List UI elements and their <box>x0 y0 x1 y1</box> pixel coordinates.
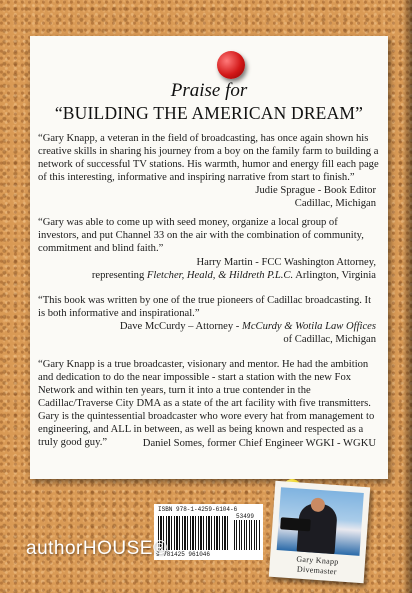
quote-1-author: Judie Sprague - Book Editor <box>255 185 376 196</box>
author-photo <box>269 481 370 583</box>
photo-caption <box>269 553 365 580</box>
author-photo-image <box>277 487 364 556</box>
quote-2-prefix: representing <box>91 270 147 281</box>
quote-1-location: Cadillac, Michigan <box>294 198 376 209</box>
quote-1-text: “Gary Knapp, a veteran in the field of broadcasting, has once again shown his creative skills in sharing his journey from a boy on the family farm to building a network of successful TV stations. His warmth, humor and energy fill each page of this interesting, informative and inspiring narrative from start to finish.” <box>38 133 379 183</box>
praise-paper-sheet <box>30 36 388 479</box>
quote-3-firm: McCurdy & Wotila Law Offices <box>242 321 376 332</box>
quote-3-text: “This book was written by one of the true pioneers of Cadillac broadcasting. It is both informative and inspirational.” <box>38 295 372 319</box>
ean-number: 9 781425 961046 <box>156 551 211 558</box>
price-code: 53499 <box>236 513 255 520</box>
book-title: “BUILDING THE AMERICAN DREAM” <box>54 103 364 123</box>
quote-3-attribution <box>46 320 376 346</box>
quote-2-firm: Fletcher, Heald, & Hildreth P.L.C. <box>146 270 294 281</box>
barcode-bars <box>158 516 230 550</box>
quote-4-author: Daniel Somes, former Chief Engineer WGKI - WGKU <box>142 438 376 449</box>
quote-2-representing <box>46 269 376 282</box>
photo-caption-title: Divemaster <box>296 564 338 577</box>
red-pushpin-icon <box>217 51 245 79</box>
photo-caption-name: Gary Knapp <box>296 554 339 567</box>
isbn-number: ISBN 978-1-4259-6104-6 <box>158 506 238 513</box>
quote-2-text: “Gary was able to come up with seed money, organize a local group of investors, and put Channel 33 on the air with the combination of community, commitment and blind faith.” <box>38 217 364 254</box>
isbn-barcode <box>154 504 263 560</box>
quote-3-author <box>46 320 376 333</box>
quote-3-prefix: Dave McCurdy – Attorney - <box>119 321 242 332</box>
camera-icon <box>280 517 311 531</box>
quote-1-attribution <box>46 184 376 210</box>
authorhouse-logo: authorHOUSE® <box>26 538 168 559</box>
price-barcode-bars <box>234 520 260 550</box>
quote-2-author: Harry Martin - FCC Washington Attorney, <box>196 257 376 268</box>
quote-4-text: “Gary Knapp is a true broadcaster, visionary and mentor. He had the ambition and dedication to do the near impossible - start a station with the new Fox Network and within ten years, turn it into a true contender in the Cadillac/Traverse City DMA as a state of the art facility with five transmitters. Gary is the quintessential broadcaster who wore every hat from management to engineering, and ALL in between, as well as being known and respected as a truly good guy.” <box>38 359 375 448</box>
quote-2-attribution <box>46 256 376 282</box>
quote-2-suffix: Arlington, Virginia <box>293 270 376 281</box>
quote-3-location: of Cadillac, Michigan <box>283 334 376 345</box>
spine-shadow <box>402 0 412 593</box>
praise-for-heading: Praise for <box>170 80 248 101</box>
quote-4-attribution <box>46 437 376 450</box>
